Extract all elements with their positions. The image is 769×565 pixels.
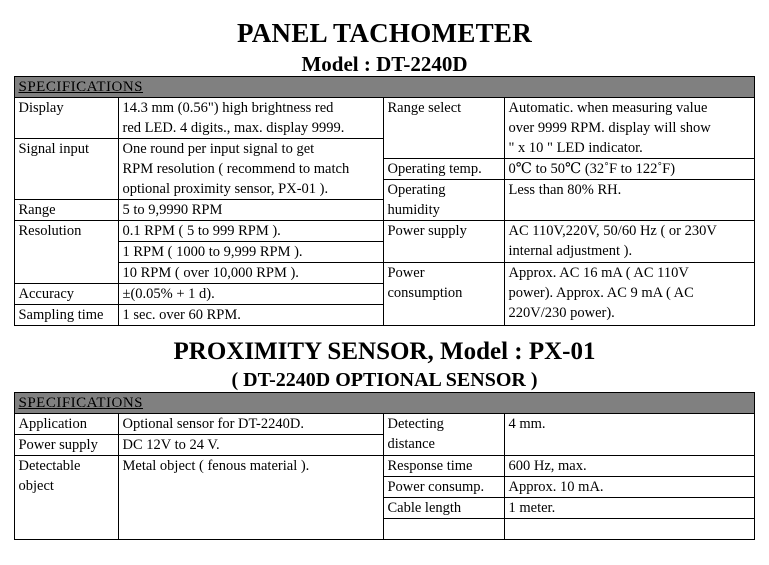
row-value-sampling-time	[119, 305, 384, 326]
row-value-application	[119, 414, 384, 435]
cell-line: AC 110V,220V, 50/60 Hz ( or 230V	[508, 223, 717, 239]
cell-line: " x 10 " LED indicator.	[508, 140, 643, 156]
cell-line: over 9999 RPM. display will show	[508, 120, 711, 136]
cell-line: Response time	[387, 458, 473, 474]
cell-line: DC 12V to 24 V.	[122, 437, 220, 453]
cell-line: power). Approx. AC 9 mA ( AC	[508, 285, 694, 301]
cell-line: 1 RPM ( 1000 to 9,999 RPM ).	[122, 244, 303, 260]
row-empty-right-label	[384, 519, 505, 540]
cell-line: Accuracy	[18, 286, 75, 302]
row-label-power-supply	[384, 221, 505, 263]
row-value-cable-length	[505, 498, 754, 519]
specifications-header-tachometer	[15, 77, 754, 98]
row-value-response-time	[505, 456, 754, 477]
cell-line: Range	[18, 202, 56, 218]
cell-line: object	[18, 478, 54, 494]
row-value-power-consump-px	[505, 477, 754, 498]
row-value-detecting-distance	[505, 414, 754, 456]
cell-line: Detectable	[18, 458, 81, 474]
cell-line: Metal object ( fenous material ).	[122, 458, 310, 474]
cell-line: Less than 80% RH.	[508, 182, 622, 198]
cell-line: 1 sec. over 60 RPM.	[122, 307, 241, 323]
cell-line: red LED. 4 digits., max. display 9999.	[122, 120, 345, 136]
table-header-row	[15, 393, 754, 414]
cell-line: 5 to 9,9990 RPM	[122, 202, 223, 218]
row-label-display	[15, 98, 119, 139]
row-value-display	[119, 98, 384, 139]
specifications-header-label: SPECIFICATIONS	[18, 395, 144, 411]
row-label-detectable-object	[15, 456, 119, 540]
row-value-resolution-3	[119, 263, 384, 284]
cell-line: Optional sensor for DT-2240D.	[122, 416, 304, 432]
page-subtitle-tachometer-model: Model : DT-2240D	[301, 52, 468, 76]
table-row	[15, 221, 754, 242]
proximity-sensor-spec-table	[14, 392, 754, 540]
row-value-resolution-1	[119, 221, 384, 242]
cell-line: Resolution	[18, 223, 82, 239]
table-row	[15, 414, 754, 435]
cell-line: Application	[18, 416, 87, 432]
cell-line: Display	[18, 100, 64, 116]
page-title-proximity-sensor: PROXIMITY SENSOR, Model : PX-01	[173, 338, 596, 365]
row-value-detectable-object	[119, 456, 384, 540]
cell-line: Automatic. when measuring value	[508, 100, 708, 116]
cell-line: 14.3 mm (0.56") high brightness red	[122, 100, 334, 116]
specifications-header-proximity	[15, 393, 754, 414]
row-value-operating-temp	[505, 159, 754, 180]
row-label-accuracy	[15, 284, 119, 305]
cell-line: Operating temp.	[387, 161, 482, 177]
row-value-range-select	[505, 98, 754, 159]
row-value-power-consumption	[505, 263, 754, 326]
row-label-detecting-distance	[384, 414, 505, 456]
row-value-range	[119, 200, 384, 221]
table-header-row	[15, 77, 754, 98]
cell-line: optional proximity sensor, PX-01 ).	[122, 181, 329, 197]
row-value-signal-input	[119, 139, 384, 200]
cell-line: Detecting	[387, 416, 444, 432]
cell-line: Power supply	[18, 437, 98, 453]
row-label-power-supply-px	[15, 435, 119, 456]
cell-line: Power	[387, 265, 425, 281]
row-label-signal-input	[15, 139, 119, 200]
row-label-application	[15, 414, 119, 435]
page-subtitle-proximity-sensor: ( DT-2240D OPTIONAL SENSOR )	[231, 369, 538, 391]
row-label-operating-humidity	[384, 180, 505, 221]
specifications-header-label: SPECIFICATIONS	[18, 79, 144, 95]
cell-line: RPM resolution ( recommend to match	[122, 161, 350, 177]
row-value-power-supply-px	[119, 435, 384, 456]
cell-line: Cable length	[387, 500, 462, 516]
row-label-response-time	[384, 456, 505, 477]
cell-line: 10 RPM ( over 10,000 RPM ).	[122, 265, 299, 281]
row-label-power-consump-px	[384, 477, 505, 498]
cell-line: Operating	[387, 182, 446, 198]
table-row	[15, 263, 754, 284]
row-label-range	[15, 200, 119, 221]
row-label-sampling-time	[15, 305, 119, 326]
cell-line: internal adjustment ).	[508, 243, 633, 259]
cell-line: Power consump.	[387, 479, 485, 495]
row-label-operating-temp	[384, 159, 505, 180]
table-row	[15, 456, 754, 477]
row-label-resolution	[15, 221, 119, 284]
row-label-range-select	[384, 98, 505, 159]
cell-line: Approx. 10 mA.	[508, 479, 604, 495]
cell-line: 1 meter.	[508, 500, 556, 516]
cell-line: Signal input	[18, 141, 89, 157]
cell-line: consumption	[387, 285, 463, 301]
cell-line: Sampling time	[18, 307, 104, 323]
row-value-power-supply	[505, 221, 754, 263]
tachometer-spec-table	[14, 76, 754, 326]
row-empty-right-value	[505, 519, 754, 540]
cell-line: 600 Hz, max.	[508, 458, 587, 474]
row-value-resolution-2	[119, 242, 384, 263]
page-title-tachometer: PANEL TACHOMETER	[236, 18, 533, 48]
row-value-accuracy	[119, 284, 384, 305]
cell-line: 220V/230 power).	[508, 305, 615, 321]
cell-line: Approx. AC 16 mA ( AC 110V	[508, 265, 689, 281]
cell-line: Power supply	[387, 223, 467, 239]
row-value-operating-humidity	[505, 180, 754, 221]
cell-line: 4 mm.	[508, 416, 546, 432]
row-label-power-consumption	[384, 263, 505, 326]
cell-line: humidity	[387, 202, 440, 218]
row-label-cable-length	[384, 498, 505, 519]
cell-line: 0℃ to 50℃ (32˚F to 122˚F)	[508, 161, 676, 177]
cell-line: One round per input signal to get	[122, 141, 315, 157]
cell-line: 0.1 RPM ( 5 to 999 RPM ).	[122, 223, 281, 239]
cell-line: distance	[387, 436, 435, 452]
cell-line: Range select	[387, 100, 462, 116]
cell-line: ±(0.05% + 1 d).	[122, 286, 215, 302]
